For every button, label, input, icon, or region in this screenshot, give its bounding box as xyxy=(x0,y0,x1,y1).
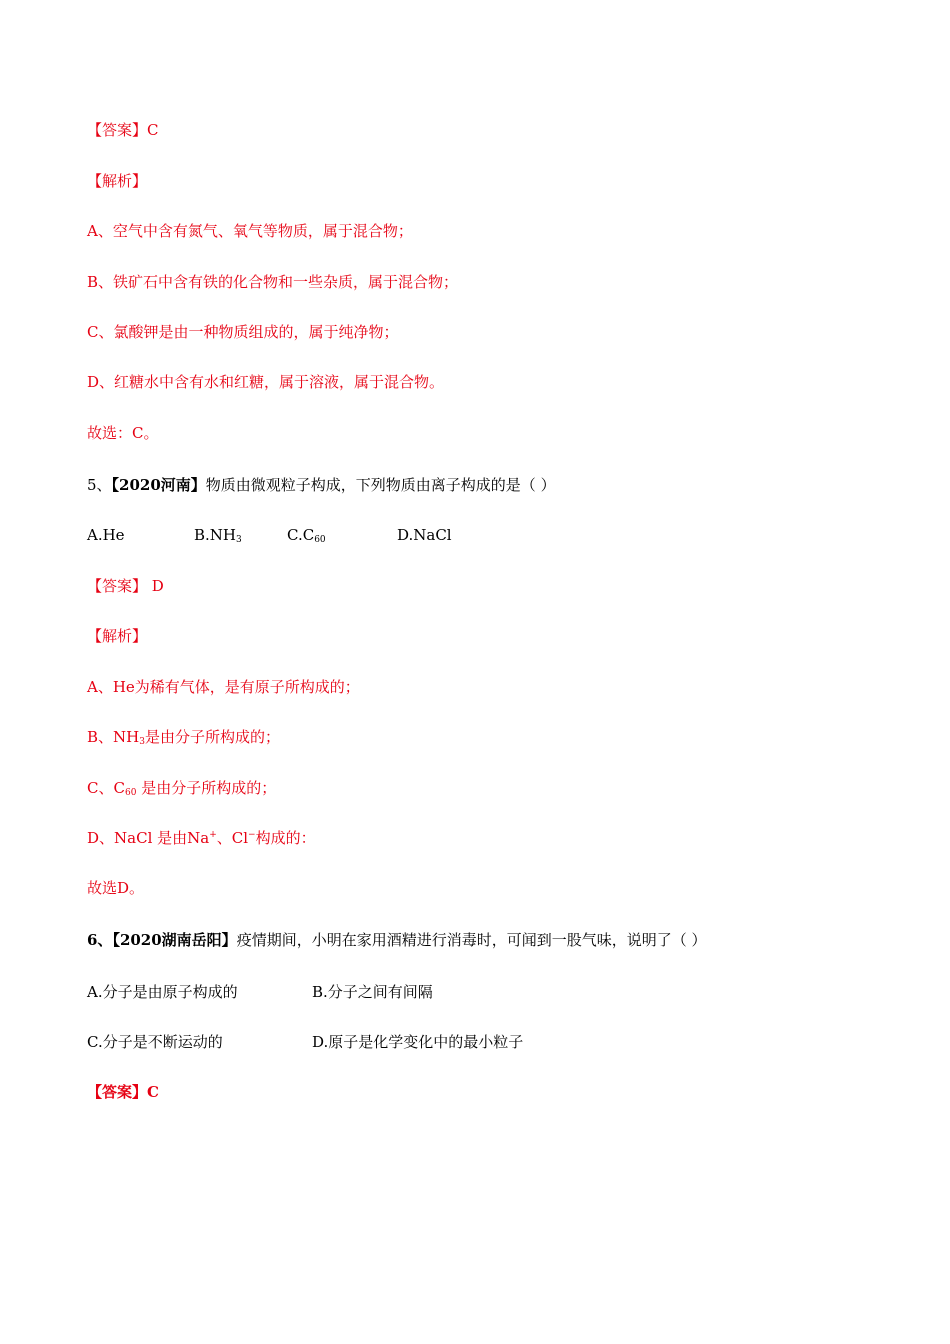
q5-analysis-d: D、NaCl 是由Na+、Cl−构成的： xyxy=(87,829,316,847)
q5-stem: 物质由微观粒子构成，下列物质由离子构成的是（ ） xyxy=(205,476,556,494)
q6-source: 【2020湖南岳阳】 xyxy=(112,931,237,949)
q6-option-c: C.分子是不断运动的 xyxy=(87,1033,223,1051)
q4-analysis-c: C、氯酸钾是由一种物质组成的，属于纯净物； xyxy=(87,323,399,341)
q5-answer: 【答案】 D xyxy=(87,577,164,595)
q4-analysis-a: A、空气中含有氮气、氧气等物质，属于混合物； xyxy=(87,222,413,240)
q5-analysis-b: B、$NH_3$是由分子所构成的； xyxy=(87,728,280,747)
q5-analysis-c: C、$C_{60}$ 是由分子所构成的； xyxy=(87,779,277,798)
q4-analysis-label: 【解析】 xyxy=(87,172,148,190)
q5-conclusion: 故选D。 xyxy=(87,879,145,897)
q5-option-a: A.He xyxy=(87,526,125,544)
q5-option-d: D.NaCl xyxy=(397,526,452,544)
q6-stem: 疫情期间，小明在家用酒精进行消毒时，可闻到一股气味，说明了（ ） xyxy=(236,931,707,949)
q6-option-a: A.分子是由原子构成的 xyxy=(87,983,238,1001)
q5-number: 5、 xyxy=(87,476,112,494)
q6-option-d: D.原子是化学变化中的最小粒子 xyxy=(312,1033,524,1051)
q5-question xyxy=(87,475,556,495)
q5-option-c: $C.C_{60}$ xyxy=(287,526,326,545)
q6-number: 6、 xyxy=(87,931,113,949)
q6-question xyxy=(87,930,706,950)
q4-conclusion: 故选：C。 xyxy=(87,424,159,442)
q5-option-b: $B.NH_3$ xyxy=(194,526,242,545)
q5-analysis-label: 【解析】 xyxy=(87,627,148,645)
q4-analysis-b: B、铁矿石中含有铁的化合物和一些杂质，属于混合物； xyxy=(87,273,459,291)
q6-answer: 【答案】C xyxy=(87,1083,159,1101)
q4-answer: 【答案】C xyxy=(87,121,159,139)
q4-analysis-d: D、红糖水中含有水和红糖，属于溶液，属于混合物。 xyxy=(87,373,445,391)
q5-analysis-a: A、He为稀有气体，是有原子所构成的； xyxy=(87,678,360,696)
q6-option-b: B.分子之间有间隔 xyxy=(312,983,433,1001)
q5-source: 【2020河南】 xyxy=(111,476,206,494)
